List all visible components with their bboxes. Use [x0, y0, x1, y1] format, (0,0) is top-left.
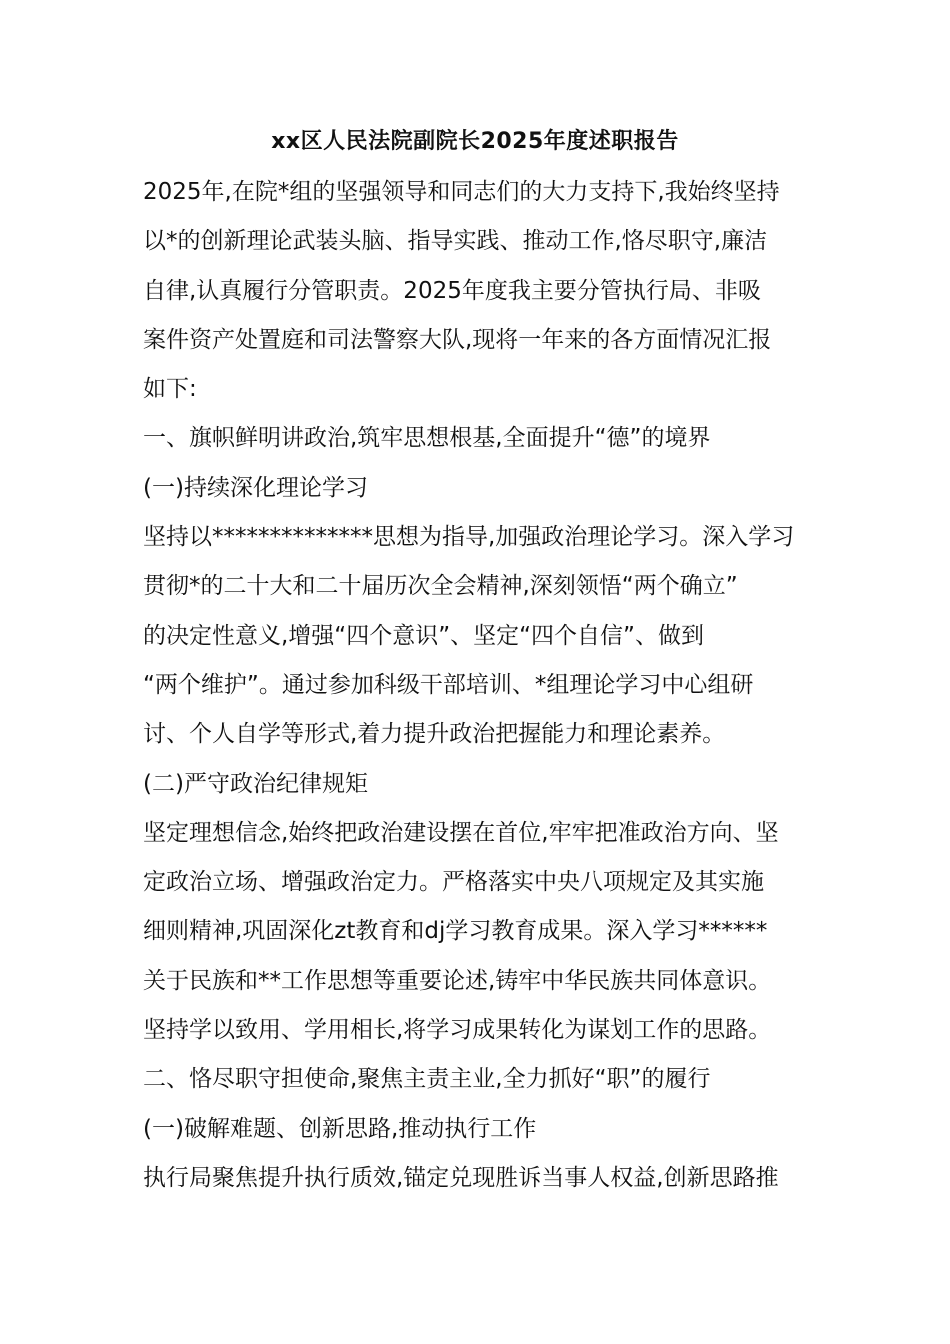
body-line: 定政治立场、增强政治定力。严格落实中央八项规定及其实施	[143, 869, 764, 896]
body-line: 2025年,在院*组的坚强领导和同志们的大力支持下,我始终坚持	[143, 179, 780, 205]
body-line: 以*的创新理论武装头脑、指导实践、推动工作,恪尽职守,廉洁	[143, 228, 768, 255]
body-line: 坚持学以致用、学用相长,将学习成果转化为谋划工作的思路。	[143, 1017, 772, 1044]
document-title: xx区人民法院副院长2025年度述职报告	[271, 129, 679, 154]
body-line: 坚持以**************思想为指导,加强政治理论学习。深入学习	[143, 524, 795, 551]
body-line: 细则精神,巩固深化zt教育和dj学习教育成果。深入学习******	[143, 918, 768, 945]
body-line: 案件资产处置庭和司法警察大队,现将一年来的各方面情况汇报	[143, 326, 772, 353]
body-line: “两个维护”。通过参加科级干部培训、*组理论学习中心组研	[143, 671, 754, 698]
subsection-heading: (一)破解难题、创新思路,推动执行工作	[143, 1115, 537, 1142]
section-heading: 二、恪尽职守担使命,聚焦主责主业,全力抓好“职”的履行	[143, 1066, 711, 1093]
document-body	[143, 168, 811, 1203]
body-line: 的决定性意义,增强“四个意识”、坚定“四个自信”、做到	[143, 622, 704, 649]
subsection-heading: (二)严守政治纪律规矩	[143, 770, 368, 797]
body-line: 坚定理想信念,始终把政治建设摆在首位,牢牢把准政治方向、坚	[143, 819, 779, 846]
section-heading: 一、旗帜鲜明讲政治,筑牢思想根基,全面提升“德”的境界	[143, 425, 711, 452]
body-line: 贯彻*的二十大和二十届历次全会精神,深刻领悟“两个确立”	[143, 573, 738, 600]
body-line: 讨、个人自学等形式,着力提升政治把握能力和理论素养。	[143, 721, 726, 748]
subsection-heading: (一)持续深化理论学习	[143, 474, 368, 501]
body-line: 执行局聚焦提升执行质效,锚定兑现胜诉当事人权益,创新思路推	[143, 1164, 779, 1191]
body-line: 自律,认真履行分管职责。2025年度我主要分管执行局、非吸	[143, 277, 761, 304]
body-line: 如下:	[143, 376, 197, 403]
body-line: 关于民族和**工作思想等重要论述,铸牢中华民族共同体意识。	[143, 967, 772, 994]
